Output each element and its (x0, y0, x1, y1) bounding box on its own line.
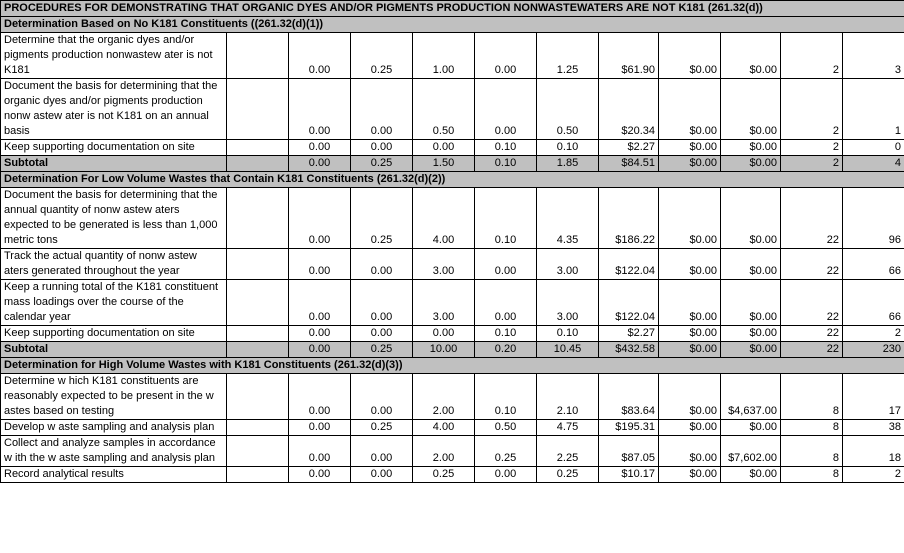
value-cell-col-2: 0.25 (351, 420, 413, 436)
value-cell-col-3: 0.50 (413, 79, 475, 140)
table-title: PROCEDURES FOR DEMONSTRATING THAT ORGANIC DYES AND/OR PIGMENTS PRODUCTION NONWASTEWATERS ARE NOT K181 (261.32(d)) (1, 1, 904, 17)
value-cell-col-6: $432.58 (599, 342, 659, 358)
value-cell-col-5: 1.85 (537, 156, 599, 172)
value-cell-col-6: $10.17 (599, 467, 659, 483)
value-cell-col-5: 0.50 (537, 79, 599, 140)
value-cell-col-2: 0.00 (351, 79, 413, 140)
value-cell-col-10: 38 (843, 420, 904, 436)
value-cell-col-2: 0.00 (351, 140, 413, 156)
empty-cell (227, 140, 289, 156)
value-cell-col-2: 0.25 (351, 33, 413, 79)
row-description: Collect and analyze samples in accordance w ith the w aste sampling and analysis plan (1, 436, 227, 467)
value-cell-col-7: $0.00 (659, 79, 721, 140)
section-header-row (1, 172, 904, 188)
value-cell-col-5: 3.00 (537, 280, 599, 326)
value-cell-col-2: 0.25 (351, 156, 413, 172)
value-cell-col-8: $0.00 (721, 79, 781, 140)
value-cell-col-7: $0.00 (659, 188, 721, 249)
subtotal-label: Subtotal (1, 156, 227, 172)
value-cell-col-6: $61.90 (599, 33, 659, 79)
value-cell-col-6: $186.22 (599, 188, 659, 249)
table-row (1, 420, 904, 436)
value-cell-col-10: 230 (843, 342, 904, 358)
value-cell-col-8: $0.00 (721, 342, 781, 358)
value-cell-col-10: 2 (843, 326, 904, 342)
value-cell-col-7: $0.00 (659, 249, 721, 280)
value-cell-col-10: 0 (843, 140, 904, 156)
value-cell-col-9: 2 (781, 156, 843, 172)
value-cell-col-1: 0.00 (289, 79, 351, 140)
value-cell-col-3: 0.25 (413, 467, 475, 483)
empty-cell (227, 79, 289, 140)
value-cell-col-7: $0.00 (659, 436, 721, 467)
value-cell-col-1: 0.00 (289, 280, 351, 326)
value-cell-col-6: $122.04 (599, 280, 659, 326)
value-cell-col-8: $0.00 (721, 33, 781, 79)
value-cell-col-10: 17 (843, 374, 904, 420)
value-cell-col-1: 0.00 (289, 374, 351, 420)
table-row (1, 140, 904, 156)
row-description: Keep supporting documentation on site (1, 326, 227, 342)
value-cell-col-10: 4 (843, 156, 904, 172)
table-row (1, 374, 904, 420)
value-cell-col-6: $2.27 (599, 326, 659, 342)
value-cell-col-2: 0.00 (351, 436, 413, 467)
value-cell-col-2: 0.00 (351, 280, 413, 326)
value-cell-col-3: 3.00 (413, 280, 475, 326)
subtotal-row (1, 156, 904, 172)
empty-cell (227, 249, 289, 280)
value-cell-col-9: 8 (781, 420, 843, 436)
value-cell-col-3: 4.00 (413, 420, 475, 436)
empty-cell (227, 436, 289, 467)
value-cell-col-1: 0.00 (289, 436, 351, 467)
value-cell-col-7: $0.00 (659, 33, 721, 79)
value-cell-col-5: 2.25 (537, 436, 599, 467)
row-description: Determine that the organic dyes and/or pigments production nonwastew ater is not K181 (1, 33, 227, 79)
empty-cell (227, 326, 289, 342)
value-cell-col-2: 0.25 (351, 188, 413, 249)
value-cell-col-8: $0.00 (721, 467, 781, 483)
value-cell-col-9: 22 (781, 280, 843, 326)
value-cell-col-4: 0.10 (475, 156, 537, 172)
value-cell-col-9: 8 (781, 436, 843, 467)
table-title-row (1, 1, 904, 17)
value-cell-col-8: $0.00 (721, 420, 781, 436)
value-cell-col-5: 0.10 (537, 140, 599, 156)
value-cell-col-2: 0.00 (351, 326, 413, 342)
value-cell-col-5: 3.00 (537, 249, 599, 280)
row-description: Track the actual quantity of nonw astew aters generated throughout the year (1, 249, 227, 280)
value-cell-col-9: 8 (781, 374, 843, 420)
value-cell-col-6: $122.04 (599, 249, 659, 280)
value-cell-col-3: 10.00 (413, 342, 475, 358)
value-cell-col-9: 22 (781, 326, 843, 342)
value-cell-col-4: 0.00 (475, 467, 537, 483)
value-cell-col-7: $0.00 (659, 342, 721, 358)
value-cell-col-5: 0.25 (537, 467, 599, 483)
value-cell-col-6: $20.34 (599, 79, 659, 140)
value-cell-col-9: 22 (781, 249, 843, 280)
value-cell-col-8: $0.00 (721, 280, 781, 326)
table-row (1, 79, 904, 140)
table-body (1, 1, 904, 483)
value-cell-col-3: 2.00 (413, 374, 475, 420)
value-cell-col-5: 1.25 (537, 33, 599, 79)
value-cell-col-10: 96 (843, 188, 904, 249)
value-cell-col-3: 2.00 (413, 436, 475, 467)
value-cell-col-1: 0.00 (289, 249, 351, 280)
value-cell-col-4: 0.50 (475, 420, 537, 436)
row-description: Keep supporting documentation on site (1, 140, 227, 156)
value-cell-col-7: $0.00 (659, 467, 721, 483)
empty-cell (227, 33, 289, 79)
value-cell-col-7: $0.00 (659, 280, 721, 326)
value-cell-col-3: 4.00 (413, 188, 475, 249)
value-cell-col-3: 3.00 (413, 249, 475, 280)
empty-cell (227, 420, 289, 436)
value-cell-col-1: 0.00 (289, 342, 351, 358)
value-cell-col-7: $0.00 (659, 326, 721, 342)
value-cell-col-2: 0.00 (351, 374, 413, 420)
empty-cell (227, 342, 289, 358)
empty-cell (227, 156, 289, 172)
value-cell-col-9: 2 (781, 140, 843, 156)
value-cell-col-2: 0.00 (351, 467, 413, 483)
value-cell-col-6: $195.31 (599, 420, 659, 436)
subtotal-row (1, 342, 904, 358)
value-cell-col-5: 4.35 (537, 188, 599, 249)
value-cell-col-4: 0.20 (475, 342, 537, 358)
value-cell-col-8: $0.00 (721, 140, 781, 156)
table-row (1, 467, 904, 483)
value-cell-col-6: $2.27 (599, 140, 659, 156)
value-cell-col-8: $0.00 (721, 326, 781, 342)
table-row (1, 33, 904, 79)
value-cell-col-1: 0.00 (289, 33, 351, 79)
value-cell-col-8: $4,637.00 (721, 374, 781, 420)
table-row (1, 436, 904, 467)
value-cell-col-1: 0.00 (289, 156, 351, 172)
value-cell-col-5: 4.75 (537, 420, 599, 436)
value-cell-col-3: 0.00 (413, 326, 475, 342)
table-row (1, 280, 904, 326)
value-cell-col-1: 0.00 (289, 140, 351, 156)
value-cell-col-4: 0.00 (475, 249, 537, 280)
value-cell-col-4: 0.10 (475, 326, 537, 342)
value-cell-col-10: 18 (843, 436, 904, 467)
section-header-row (1, 17, 904, 33)
value-cell-col-4: 0.10 (475, 188, 537, 249)
value-cell-col-6: $84.51 (599, 156, 659, 172)
row-description: Keep a running total of the K181 constituent mass loadings over the course of the calendar year (1, 280, 227, 326)
value-cell-col-2: 0.25 (351, 342, 413, 358)
value-cell-col-10: 66 (843, 249, 904, 280)
value-cell-col-8: $0.00 (721, 156, 781, 172)
value-cell-col-10: 3 (843, 33, 904, 79)
value-cell-col-10: 1 (843, 79, 904, 140)
value-cell-col-8: $0.00 (721, 249, 781, 280)
value-cell-col-8: $7,602.00 (721, 436, 781, 467)
section-header-row (1, 358, 904, 374)
table-row (1, 326, 904, 342)
value-cell-col-7: $0.00 (659, 140, 721, 156)
value-cell-col-7: $0.00 (659, 374, 721, 420)
value-cell-col-1: 0.00 (289, 188, 351, 249)
row-description: Document the basis for determining that the organic dyes and/or pigments production nonw astew ater is not K181 on an annual basis (1, 79, 227, 140)
value-cell-col-4: 0.25 (475, 436, 537, 467)
value-cell-col-6: $83.64 (599, 374, 659, 420)
empty-cell (227, 188, 289, 249)
value-cell-col-9: 2 (781, 33, 843, 79)
value-cell-col-4: 0.10 (475, 140, 537, 156)
value-cell-col-7: $0.00 (659, 156, 721, 172)
value-cell-col-4: 0.00 (475, 79, 537, 140)
empty-cell (227, 280, 289, 326)
value-cell-col-5: 2.10 (537, 374, 599, 420)
row-description: Document the basis for determining that the annual quantity of nonw astew aters expected to be generated is less than 1,000 metric tons (1, 188, 227, 249)
section-heading: Determination for High Volume Wastes with K181 Constituents (261.32(d)(3)) (1, 358, 904, 374)
row-description: Develop w aste sampling and analysis plan (1, 420, 227, 436)
value-cell-col-3: 1.00 (413, 33, 475, 79)
row-description: Determine w hich K181 constituents are reasonably expected to be present in the w astes based on testing (1, 374, 227, 420)
value-cell-col-9: 22 (781, 188, 843, 249)
value-cell-col-3: 0.00 (413, 140, 475, 156)
value-cell-col-4: 0.00 (475, 33, 537, 79)
value-cell-col-1: 0.00 (289, 420, 351, 436)
row-description: Record analytical results (1, 467, 227, 483)
value-cell-col-5: 10.45 (537, 342, 599, 358)
subtotal-label: Subtotal (1, 342, 227, 358)
value-cell-col-4: 0.00 (475, 280, 537, 326)
empty-cell (227, 374, 289, 420)
value-cell-col-10: 66 (843, 280, 904, 326)
value-cell-col-1: 0.00 (289, 467, 351, 483)
section-heading: Determination Based on No K181 Constituents ((261.32(d)(1)) (1, 17, 904, 33)
value-cell-col-9: 8 (781, 467, 843, 483)
value-cell-col-9: 22 (781, 342, 843, 358)
value-cell-col-6: $87.05 (599, 436, 659, 467)
value-cell-col-10: 2 (843, 467, 904, 483)
value-cell-col-4: 0.10 (475, 374, 537, 420)
value-cell-col-9: 2 (781, 79, 843, 140)
table-row (1, 188, 904, 249)
value-cell-col-1: 0.00 (289, 326, 351, 342)
section-heading: Determination For Low Volume Wastes that Contain K181 Constituents (261.32(d)(2)) (1, 172, 904, 188)
value-cell-col-3: 1.50 (413, 156, 475, 172)
empty-cell (227, 467, 289, 483)
table-row (1, 249, 904, 280)
value-cell-col-2: 0.00 (351, 249, 413, 280)
value-cell-col-8: $0.00 (721, 188, 781, 249)
value-cell-col-5: 0.10 (537, 326, 599, 342)
value-cell-col-7: $0.00 (659, 420, 721, 436)
